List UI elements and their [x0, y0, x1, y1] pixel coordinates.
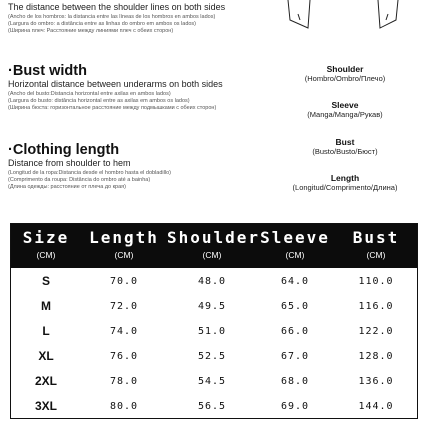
table-row [11, 344, 417, 369]
length-desc: Distance from shoulder to hem [8, 158, 131, 168]
bust-cell: 116.0 [358, 301, 394, 312]
shoulder-cell: 56.5 [197, 401, 227, 412]
shoulder-ru: (Ширина плеч: Расстояние между линиями плеч с обеих сторон) [8, 28, 174, 34]
length-pt: (Comprimento da roupa: Distância do ombro até a bainha) [8, 177, 151, 183]
sleeve-cell: 65.0 [280, 301, 310, 312]
table-row [11, 369, 417, 394]
bust-cell: 110.0 [358, 276, 394, 287]
shoulder-cell: 51.0 [197, 326, 227, 337]
length-cell: 78.0 [109, 376, 139, 387]
length-cell: 80.0 [109, 401, 139, 412]
sleeve-cell: 64.0 [280, 276, 310, 287]
bust-heading: ·Bust width [8, 63, 87, 79]
length-ru: (Длина одежды: расстояние от плеча до края) [8, 184, 126, 190]
bust-ru: (Ширина бюста: горизонтальное расстояние между подмышками с обеих сторон) [8, 105, 217, 111]
garment-diagram [270, 0, 430, 200]
bust-desc: Horizontal distance between underarms on both sides [8, 79, 223, 89]
bust-es: (Ancho del busto:Distancia horizontal entre axilas en ambos lados) [8, 91, 171, 97]
size-cell: L [42, 324, 50, 338]
shoulder-translations [8, 14, 240, 35]
table-row [11, 394, 417, 419]
size-chart-table [10, 223, 418, 419]
shoulder-cell: 49.5 [197, 301, 227, 312]
length-heading: ·Clothing length [8, 142, 120, 158]
size-cell: 3XL [34, 399, 57, 413]
bust-pt: (Largura do busto: distância horizontal entre as axilas em ambos os lados) [8, 98, 190, 104]
length-es: (Longitud de la ropa:Distancia desde el hombro hasta el dobladillo) [8, 170, 171, 176]
length-cell: 72.0 [109, 301, 139, 312]
header-length: Length (CM) [89, 228, 159, 260]
sleeve-label: Sleeve (Manga/Manga/Рукав) [307, 100, 383, 119]
sleeve-cell: 66.0 [280, 326, 310, 337]
size-cell: XL [38, 349, 54, 363]
size-cell: M [41, 299, 51, 313]
bust-section [8, 64, 248, 112]
table-row [11, 319, 417, 344]
length-cell: 74.0 [109, 326, 139, 337]
shoulder-cell: 52.5 [197, 351, 227, 362]
shoulder-cell: 48.0 [197, 276, 227, 287]
shoulder-pt: (Largura do ombro: a distância entre as linhas do ombro em ambos os lados) [8, 21, 197, 27]
table-row [11, 269, 417, 294]
shoulder-es: (Ancho de los hombros: la distancia entre las líneas de los hombros en ambos lados) [8, 14, 216, 20]
garment-outline-icon [270, 0, 430, 60]
header-bust: Bust (CM) [352, 228, 400, 260]
table-header [11, 224, 417, 268]
table-row [11, 294, 417, 319]
bust-cell: 144.0 [358, 401, 394, 412]
length-cell: 70.0 [109, 276, 139, 287]
size-cell: 2XL [34, 374, 57, 388]
size-cell: S [41, 274, 50, 288]
bust-cell: 128.0 [358, 351, 394, 362]
bust-cell: 122.0 [358, 326, 394, 337]
bust-cell: 136.0 [358, 376, 394, 387]
length-cell: 76.0 [109, 351, 139, 362]
shoulder-cell: 54.5 [197, 376, 227, 387]
length-section [8, 143, 248, 191]
header-size: Size (CM) [22, 228, 70, 260]
sleeve-cell: 67.0 [280, 351, 310, 362]
length-label: Length (Longitud/Comprimento/Длина) [292, 173, 398, 192]
sleeve-cell: 69.0 [280, 401, 310, 412]
sleeve-cell: 68.0 [280, 376, 310, 387]
shoulder-label: Shoulder (Hombro/Ombro/Плечо) [304, 64, 386, 83]
shoulder-desc: The distance between the shoulder lines on both sides [8, 2, 226, 12]
header-shoulder: Shoulder (CM) [167, 228, 261, 260]
header-sleeve: Sleeve (CM) [260, 228, 330, 260]
bust-label: Bust (Busto/Busto/Бюст) [312, 137, 378, 156]
